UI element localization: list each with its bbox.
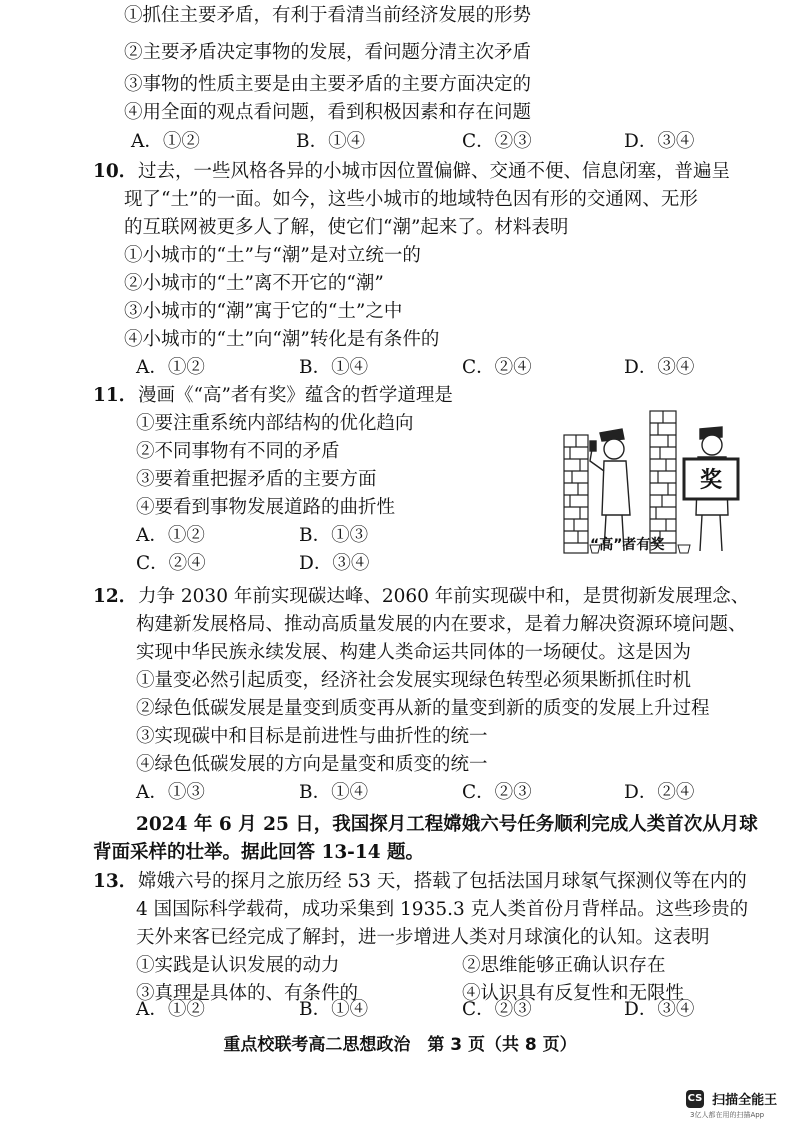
q12-statement-2: ②绿色低碳发展是量变到质变再从新的量变到新的质变的发展上升过程 [136,698,710,719]
camscanner-logo-icon: CS [686,1090,704,1108]
q12-statement-1: ①量变必然引起质变，经济社会发展实现绿色转型必须果断抓住时机 [136,670,692,691]
q12-stem-line-2: 构建新发展格局、推动高质量发展的内在要求，是着力解决资源环境问题、 [136,614,747,635]
q12-stem-line-3: 实现中华民族永续发展、构建人类命运共同体的一场硬仗。这是因为 [136,642,692,663]
q10-option-c: C．②④ [462,357,532,378]
cartoon-caption: “高”者有奖 [590,537,665,553]
q13-statement-1: ①实践是认识发展的动力 [136,955,340,976]
q10-stem-line-1: 过去，一些风格各异的小城市因位置偏僻、交通不便、信息闭塞，普遍呈 [138,161,731,182]
watermark-name: 扫描全能王 [712,1093,778,1108]
q12-option-b: B．①④ [299,782,369,803]
intro-line-1: 2024 年 6 月 25 日，我国探月工程嫦娥六号任务顺利完成人类首次从月球 [136,814,758,835]
q13-option-a: A．①② [136,999,205,1020]
q13-option-d: D．③④ [624,999,695,1020]
q10-option-d: D．③④ [624,357,695,378]
q11-option-c: C．②④ [136,553,206,574]
q9-option-c: C．②③ [462,131,532,152]
q11-number: 11． [93,385,138,406]
q9-statement-1: ①抓住主要矛盾，有利于看清当前经济发展的形势 [124,5,532,26]
q10-option-b: B．①④ [299,357,369,378]
cartoon-illustration [560,405,750,555]
q11-option-b: B．①③ [299,525,369,546]
q12-stem-line-1: 力争 2030 年前实现碳达峰、2060 年前实现碳中和，是贯彻新发展理念、 [138,586,750,607]
q9-statement-3: ③事物的性质主要是由主要矛盾的主要方面决定的 [124,74,532,95]
q11-statement-4: ④要看到事物发展道路的曲折性 [136,497,396,518]
q10-statement-4: ④小城市的“土”向“潮”转化是有条件的 [124,329,440,350]
intro-line-2: 背面采样的壮举。据此回答 13-14 题。 [93,842,425,863]
q9-statement-2: ②主要矛盾决定事物的发展，看问题分清主次矛盾 [124,42,532,63]
q10-stem-line-3: 的互联网被更多人了解，使它们“潮”起来了。材料表明 [124,217,569,238]
q13-option-b: B．①④ [299,999,369,1020]
q11-statement-2: ②不同事物有不同的矛盾 [136,441,340,462]
q11-option-a: A．①② [136,525,205,546]
q13-statement-3: ③真理是具体的、有条件的 [136,983,359,1004]
q12-option-d: D．②④ [624,782,695,803]
scanner-watermark [686,1088,777,1108]
q13-statement-2: ②思维能够正确认识存在 [462,955,666,976]
q9-option-d: D．③④ [624,131,695,152]
q13-stem-line-1: 嫦娥六号的探月之旅历经 53 天，搭载了包括法国月球氡气探测仪等在内的 [138,871,747,892]
q13-stem-line-3: 天外来客已经完成了解封，进一步增进人类对月球演化的认知。这表明 [136,927,710,948]
q10-number: 10． [93,161,138,182]
q13-number: 13． [93,871,138,892]
q10-statement-2: ②小城市的“土”离不开它的“潮” [124,273,384,294]
q12-option-c: C．②③ [462,782,532,803]
q9-option-b: B．①④ [296,131,366,152]
q9-option-a: A．①② [131,131,200,152]
q13-option-c: C．②③ [462,999,532,1020]
q10-option-a: A．①② [136,357,205,378]
q11-statement-3: ③要着重把握矛盾的主要方面 [136,469,377,490]
q10-statement-1: ①小城市的“土”与“潮”是对立统一的 [124,245,421,266]
watermark-tagline: 3亿人都在用的扫描App [690,1111,765,1119]
q13-stem-line-2: 4 国国际科学载荷，成功采集到 1935.3 克人类首份月背样品。这些珍贵的 [136,899,749,920]
q12-option-a: A．①③ [136,782,205,803]
q12-number: 12． [93,586,138,607]
q10-statement-3: ③小城市的“潮”寓于它的“土”之中 [124,301,403,322]
q11-stem: 漫画《“高”者有奖》蕴含的哲学道理是 [138,385,453,406]
q13-statement-4: ④认识具有反复性和无限性 [462,983,685,1004]
cartoon-sign-text: 奖 [699,468,723,493]
q12-statement-4: ④绿色低碳发展的方向是量变和质变的统一 [136,754,488,775]
q12-statement-3: ③实现碳中和目标是前进性与曲折性的统一 [136,726,488,747]
q11-option-d: D．③④ [299,553,370,574]
q11-statement-1: ①要注重系统内部结构的优化趋向 [136,413,414,434]
q9-statement-4: ④用全面的观点看问题，看到积极因素和存在问题 [124,102,532,123]
page-footer: 重点校联考高二思想政治 第 3 页（共 8 页） [223,1035,577,1055]
q10-stem-line-2: 现了“土”的一面。如今，这些小城市的地域特色因有形的交通网、无形 [124,189,698,210]
